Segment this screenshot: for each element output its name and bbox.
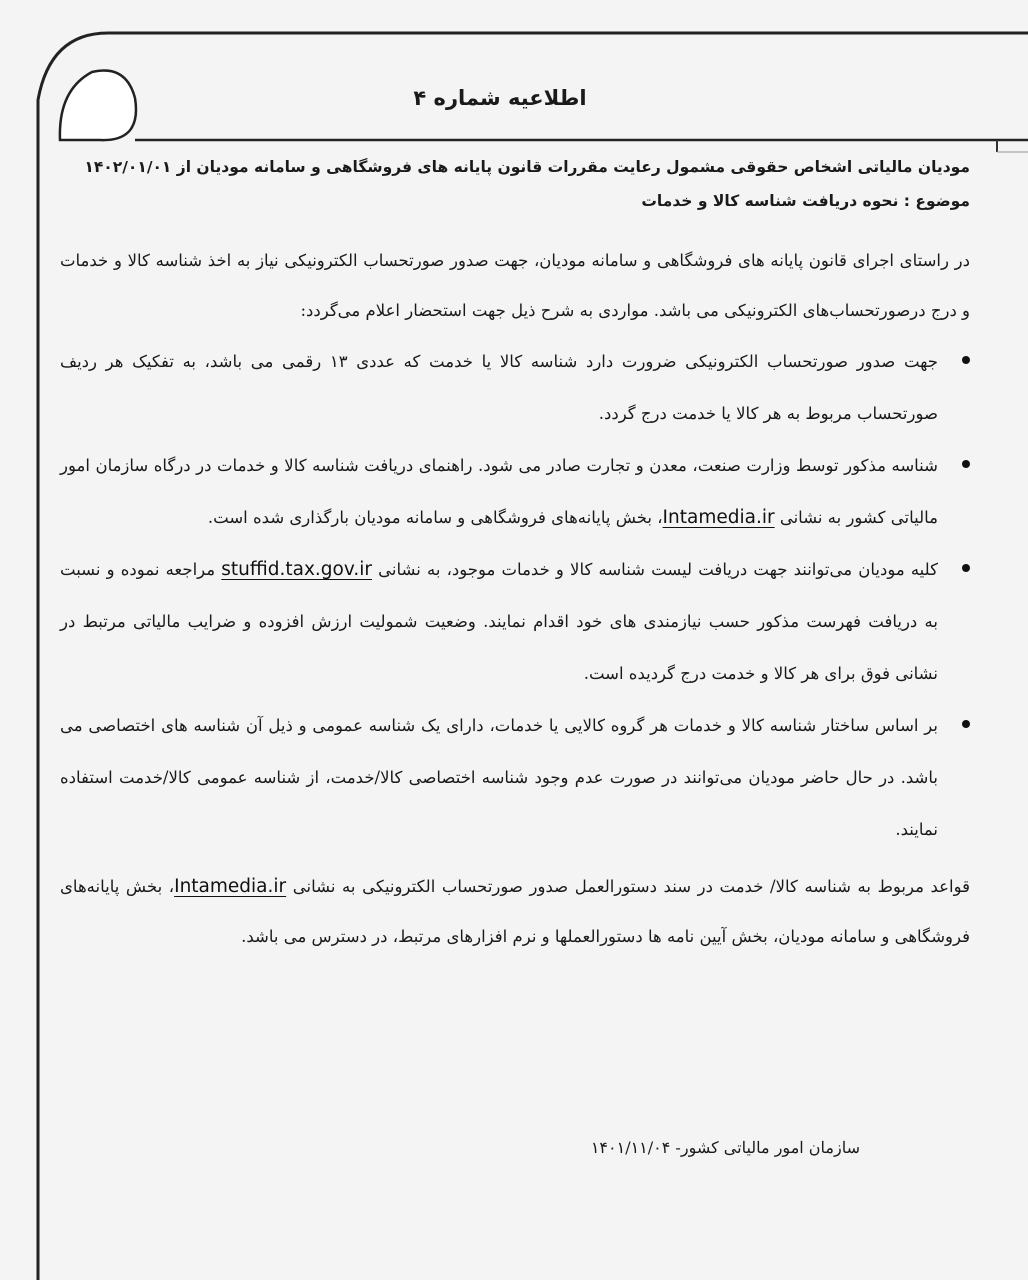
- bullet-icon: [962, 564, 970, 572]
- bullet-text: ، بخش پایانه‌های فروشگاهی و سامانه مودیان بارگذاری شده است.: [207, 508, 663, 527]
- bullet-text: مراجعه نموده و نسبت به دریافت فهرست مذکور حسب نیازمندی های خود اقدام نمایند. وضعیت شمولیت ارزش افزوده و ضرایب مالیاتی مرتبط در نشانی فوق برای هر کالا و خدمت درج گردیده است.: [60, 560, 938, 683]
- list-item: [60, 700, 970, 856]
- signature-line: سازمان امور مالیاتی کشور- ۱۴۰۱/۱۱/۰۴: [590, 1138, 860, 1157]
- stuffid-link[interactable]: stuffid.tax.gov.ir: [221, 559, 373, 580]
- closing-paragraph: [60, 862, 970, 962]
- list-item: [60, 440, 970, 544]
- bullet-list: [60, 336, 970, 856]
- bullet-text: کلیه مودیان می‌توانند جهت دریافت لیست شناسه کالا و خدمات موجود، به نشانی: [378, 560, 938, 579]
- subject-heading: موضوع : نحوه دریافت شناسه کالا و خدمات: [641, 192, 970, 210]
- bullet-text: شناسه مذکور توسط وزارت صنعت، معدن و تجارت صادر می شود. راهنمای دریافت شناسه کالا و خدمات در درگاه سازمان امور مالیاتی کشور به نشانی: [60, 456, 938, 527]
- closing-text: قواعد مربوط به شناسه کالا/ خدمت در سند دستورالعمل صدور صورتحساب الکترونیکی به نشانی: [292, 877, 971, 896]
- bullet-text: بر اساس ساختار شناسه کالا و خدمات هر گروه کالایی یا خدمات، دارای یک شناسه عمومی و ذیل آن شناسه های اختصاصی می باشد. در حال حاضر مودیان می‌توانند در صورت عدم وجود شناسه اختصاصی کالا/خدمت، از شناسه عمومی کالا/خدمت استفاده نمایند.: [60, 716, 938, 839]
- bullet-text: جهت صدور صورتحساب الکترونیکی ضرورت دارد شناسه کالا یا خدمت که عددی ۱۳ رقمی می باشد، به تفکیک هر ردیف صورتحساب مربوط به هر کالا یا خدمت درج گردد.: [60, 352, 938, 423]
- intamedia-link[interactable]: Intamedia.ir: [174, 876, 287, 897]
- list-item: [60, 544, 970, 700]
- closing-text: ، بخش پایانه‌های فروشگاهی و سامانه مودیان، بخش آیین نامه ها دستورالعملها و نرم افزارهای مرتبط، در دسترس می باشد.: [60, 877, 970, 946]
- announcement-title: اطلاعیه شماره ۴: [413, 86, 587, 110]
- taxpayers-heading: مودیان مالیاتی اشخاص حقوقی مشمول رعایت مقررات قانون پایانه های فروشگاهی و سامانه مودیان از ۱۴۰۲/۰۱/۰۱: [84, 158, 970, 176]
- bullet-icon: [962, 356, 970, 364]
- list-item: [60, 336, 970, 440]
- bullet-icon: [962, 720, 970, 728]
- bullet-icon: [962, 460, 970, 468]
- document-body: [60, 150, 970, 962]
- intamedia-link[interactable]: Intamedia.ir: [662, 507, 775, 528]
- intro-paragraph: در راستای اجرای قانون پایانه های فروشگاهی و سامانه مودیان، جهت صدور صورتحساب الکترونیکی نیاز به اخذ شناسه کالا و خدمات و درج درصورتحساب‌های الکترونیکی می باشد. مواردی به شرح ذیل جهت استحضار اعلام می‌گردد:: [60, 251, 970, 320]
